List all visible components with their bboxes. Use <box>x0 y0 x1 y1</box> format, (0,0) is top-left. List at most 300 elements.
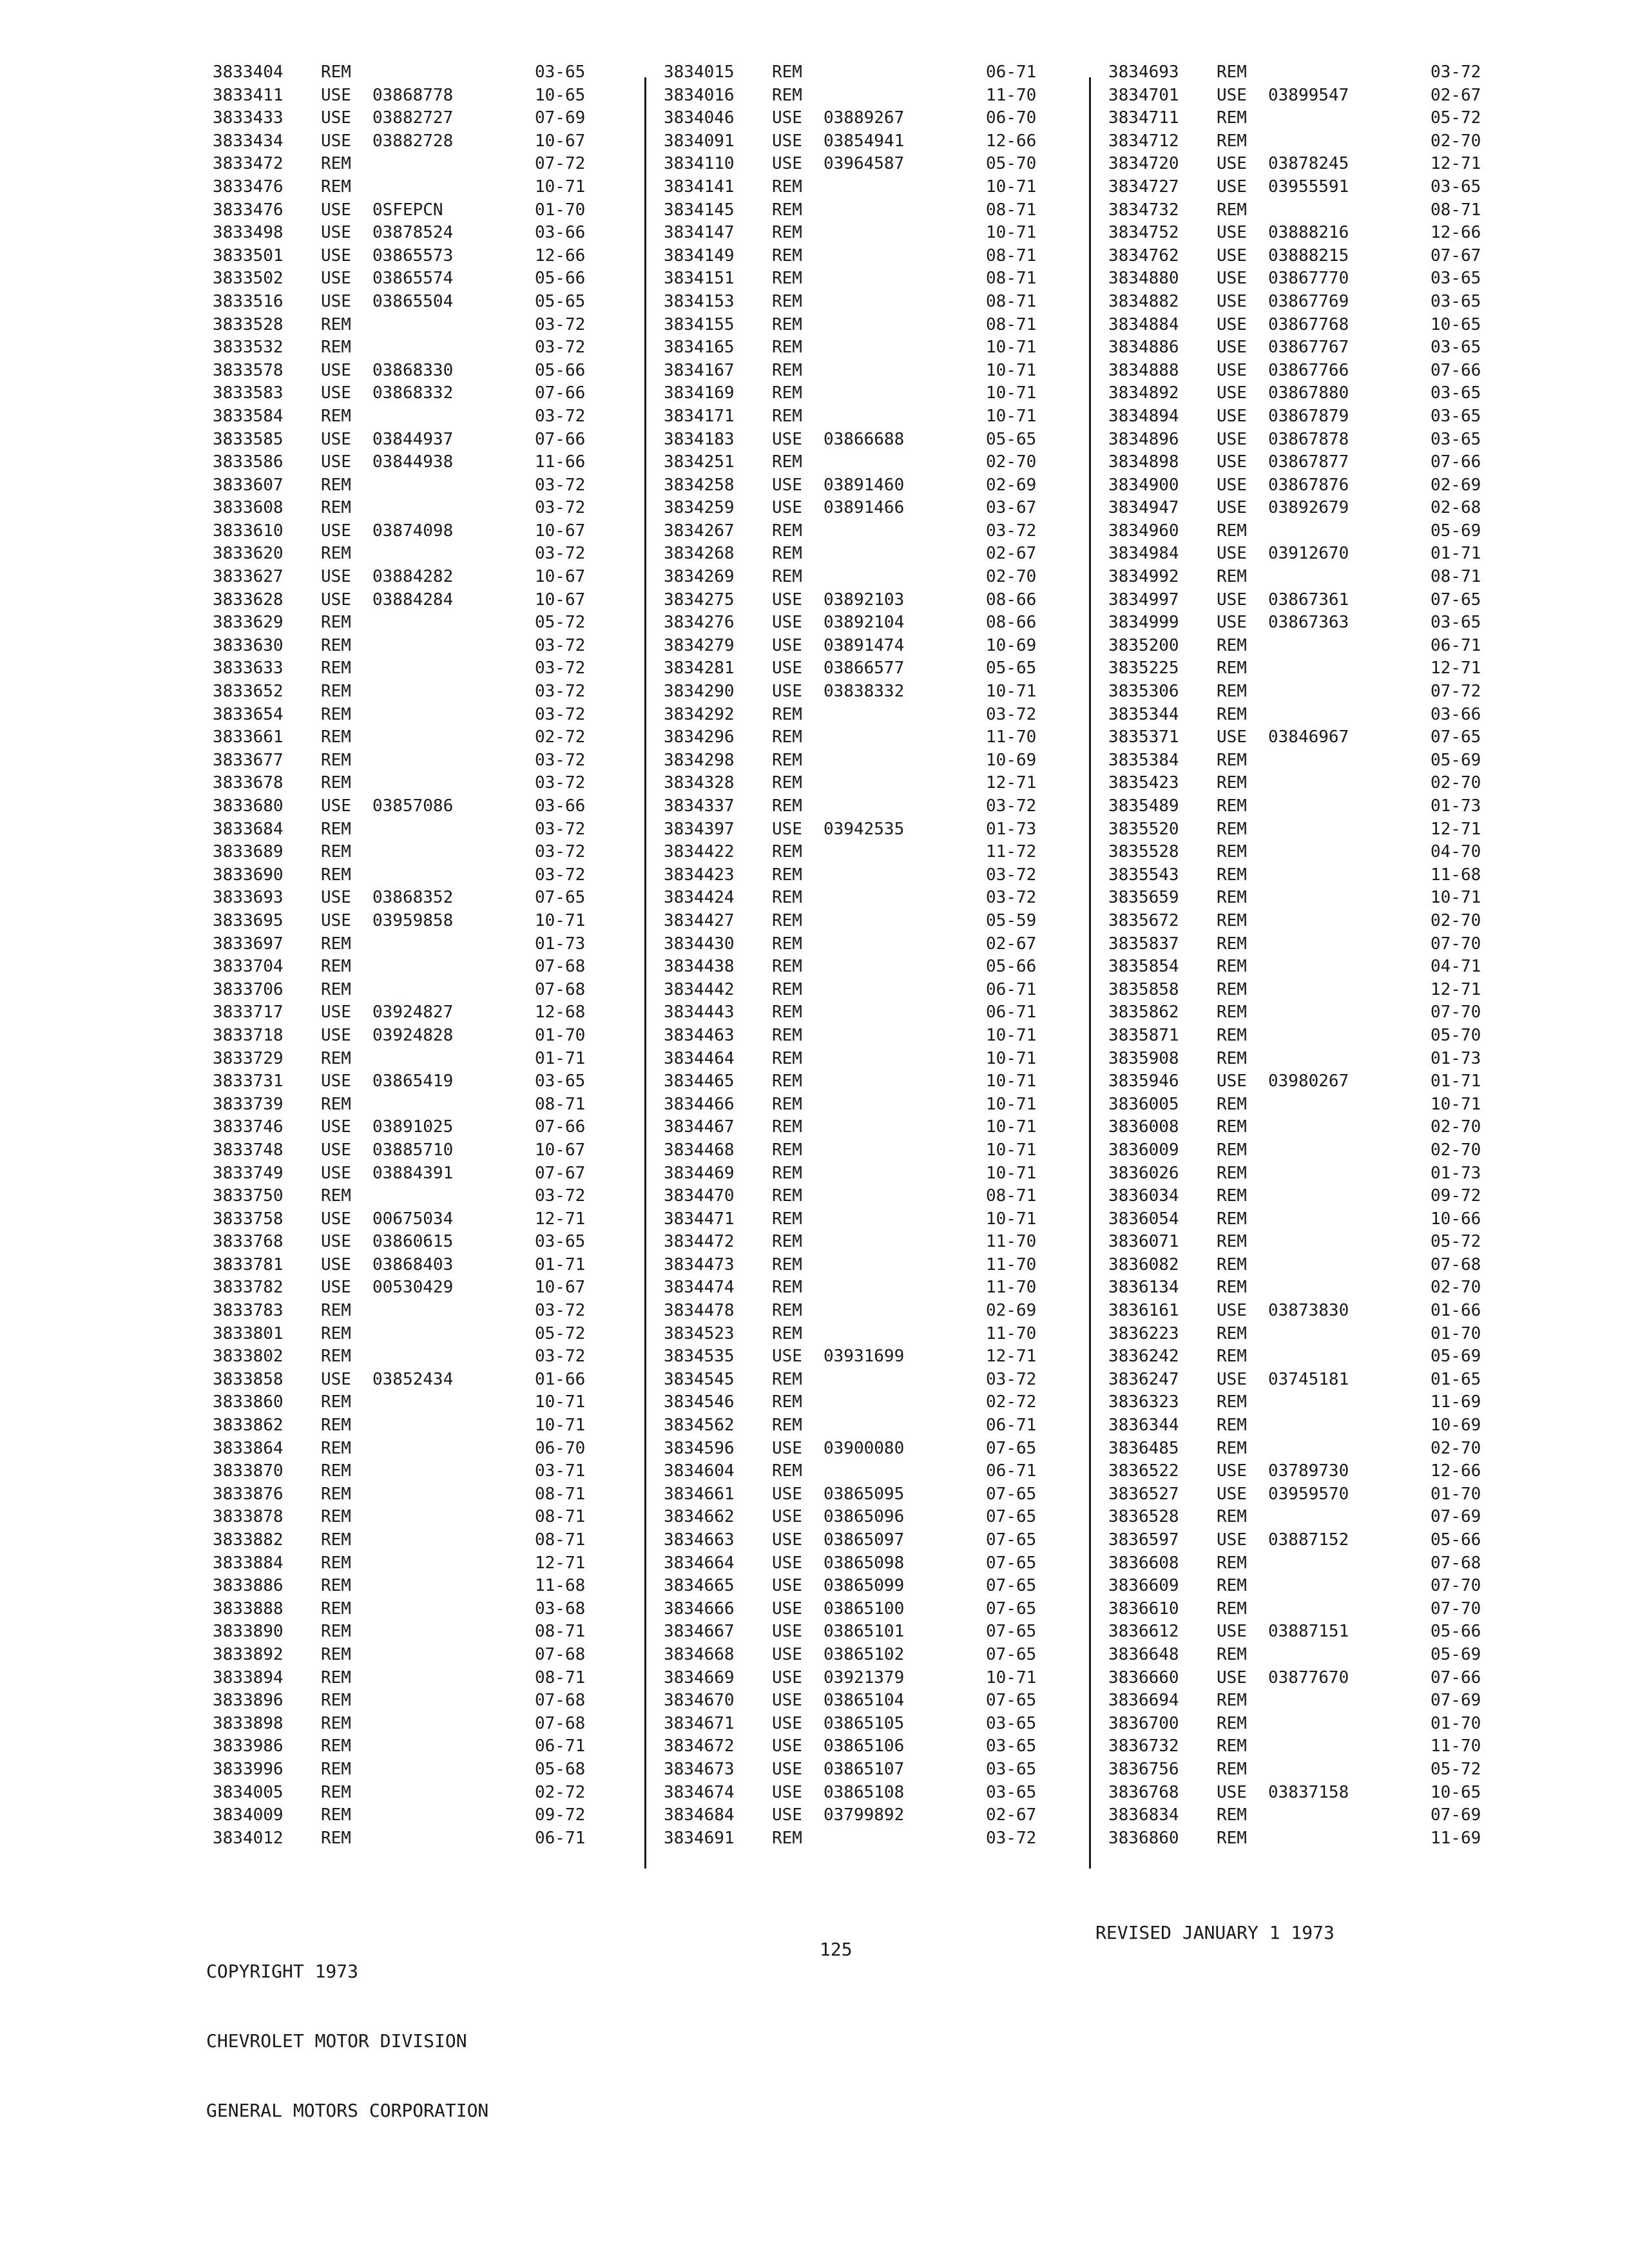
part-number: 3834562 <box>664 1416 735 1436</box>
entry-date: 11-68 <box>535 1576 586 1596</box>
part-number: 3835423 <box>1108 773 1179 793</box>
part-entry <box>664 1735 1063 1758</box>
action-code: REM <box>321 314 351 334</box>
entry-date: 10-71 <box>986 383 1037 403</box>
action-code: REM <box>1217 1644 1247 1664</box>
action-code: REM <box>772 1140 802 1160</box>
action-code: REM <box>321 1392 351 1412</box>
part-entry <box>664 1024 1063 1048</box>
entry-date: 07-68 <box>1431 1553 1481 1573</box>
part-number: 3834423 <box>664 865 735 885</box>
entry-date: 07-66 <box>1431 360 1481 380</box>
entry-date: 12-71 <box>1431 658 1481 678</box>
part-number: 3833629 <box>213 613 284 633</box>
entry-date: 03-66 <box>535 796 586 816</box>
replacement-number: 03867363 <box>1268 613 1349 633</box>
part-number: 3833801 <box>213 1323 284 1343</box>
entry-date: 10-67 <box>535 521 586 541</box>
action-code: USE <box>1217 1461 1247 1481</box>
part-entry <box>213 1024 612 1048</box>
action-code: REM <box>1217 750 1247 770</box>
action-code: USE <box>772 154 802 174</box>
part-entry <box>664 267 1063 291</box>
part-entry <box>213 956 612 979</box>
part-number: 3834720 <box>1108 154 1179 174</box>
part-number: 3833882 <box>213 1530 284 1550</box>
entry-date: 02-70 <box>1431 1438 1481 1458</box>
part-entry <box>664 1391 1063 1414</box>
action-code: REM <box>321 842 351 862</box>
action-code: USE <box>1217 1622 1247 1642</box>
part-number: 3834693 <box>1108 62 1179 82</box>
entry-date: 02-72 <box>535 1782 586 1802</box>
entry-date: 06-71 <box>986 979 1037 999</box>
part-entry <box>213 566 612 589</box>
entry-date: 03-72 <box>535 475 586 495</box>
entry-date: 07-66 <box>1431 1667 1481 1687</box>
part-number: 3835862 <box>1108 1003 1179 1023</box>
entry-date: 10-71 <box>986 1117 1037 1137</box>
part-entry <box>1108 1735 1508 1758</box>
part-entry <box>664 1758 1063 1782</box>
part-entry <box>664 910 1063 933</box>
action-code: REM <box>1217 1209 1247 1229</box>
part-number: 3833695 <box>213 910 284 930</box>
entry-date: 07-66 <box>535 1117 586 1137</box>
action-code: REM <box>321 727 351 747</box>
part-number: 3836161 <box>1108 1301 1179 1321</box>
entry-date: 03-72 <box>986 865 1037 885</box>
entry-date: 03-72 <box>535 865 586 885</box>
action-code: USE <box>321 1209 351 1229</box>
part-number: 3833684 <box>213 819 284 839</box>
part-number: 3836242 <box>1108 1347 1179 1367</box>
part-entry <box>1108 680 1508 704</box>
part-number: 3836485 <box>1108 1438 1179 1458</box>
part-entry <box>664 1116 1063 1139</box>
entry-date: 03-72 <box>535 1186 586 1206</box>
action-code: REM <box>321 658 351 678</box>
action-code: REM <box>772 750 802 770</box>
part-entry <box>213 474 612 497</box>
action-code: REM <box>772 1301 802 1321</box>
action-code: REM <box>321 750 351 770</box>
entry-date: 07-70 <box>1431 934 1481 954</box>
part-entry <box>213 1231 612 1254</box>
entry-date: 02-68 <box>1431 498 1481 518</box>
replacement-number: 03865107 <box>824 1759 905 1779</box>
part-number: 3834141 <box>664 177 735 197</box>
part-entry <box>664 1070 1063 1093</box>
action-code: REM <box>1217 131 1247 151</box>
action-code: USE <box>772 1622 802 1642</box>
part-entry <box>664 1644 1063 1667</box>
action-code: REM <box>1217 1507 1247 1527</box>
entry-date: 10-71 <box>1431 888 1481 908</box>
part-number: 3835908 <box>1108 1048 1179 1068</box>
entry-date: 03-66 <box>1431 704 1481 724</box>
part-entry <box>1108 474 1508 497</box>
part-number: 3836247 <box>1108 1369 1179 1389</box>
part-entry <box>1108 1414 1508 1437</box>
action-code: REM <box>1217 1828 1247 1848</box>
action-code: REM <box>772 383 802 403</box>
action-code: REM <box>1217 1163 1247 1183</box>
entry-date: 07-65 <box>986 1576 1037 1596</box>
entry-date: 03-72 <box>986 888 1037 908</box>
entry-date: 03-65 <box>986 1759 1037 1779</box>
part-entry <box>1108 222 1508 245</box>
action-code: USE <box>321 269 351 289</box>
part-number: 3834669 <box>664 1667 735 1687</box>
part-number: 3833758 <box>213 1209 284 1229</box>
action-code: REM <box>321 475 351 495</box>
part-entry <box>664 887 1063 910</box>
part-number: 3833627 <box>213 567 284 587</box>
entry-date: 03-71 <box>535 1461 586 1481</box>
part-entry <box>664 1001 1063 1024</box>
entry-date: 08-71 <box>986 245 1037 265</box>
replacement-number: 03888216 <box>1268 223 1349 243</box>
part-number: 3834997 <box>1108 590 1179 610</box>
part-number: 3834296 <box>664 727 735 747</box>
action-code: REM <box>1217 819 1247 839</box>
action-code: USE <box>772 1691 802 1711</box>
part-entry <box>213 1093 612 1117</box>
part-entry <box>213 291 612 314</box>
part-number: 3833693 <box>213 888 284 908</box>
action-code: REM <box>321 1667 351 1687</box>
part-entry <box>213 107 612 130</box>
entry-date: 06-71 <box>986 62 1037 82</box>
action-code: REM <box>321 1622 351 1642</box>
entry-date: 02-70 <box>986 567 1037 587</box>
replacement-number: 03873830 <box>1268 1301 1349 1321</box>
part-entry <box>664 1300 1063 1323</box>
entry-date: 07-69 <box>1431 1691 1481 1711</box>
action-code: REM <box>1217 1232 1247 1252</box>
part-entry <box>1108 1598 1508 1621</box>
part-number: 3833680 <box>213 796 284 816</box>
part-number: 3834268 <box>664 544 735 564</box>
part-entry <box>213 360 612 383</box>
part-number: 3833633 <box>213 658 284 678</box>
entry-date: 03-72 <box>535 338 586 358</box>
entry-date: 02-70 <box>986 452 1037 472</box>
part-number: 3833411 <box>213 85 284 105</box>
action-code: REM <box>772 1117 802 1137</box>
revision-date: REVISED JANUARY 1 1973 <box>1095 1922 1335 1943</box>
part-number: 3836648 <box>1108 1644 1179 1664</box>
part-number: 3834438 <box>664 957 735 977</box>
entry-date: 05-66 <box>535 269 586 289</box>
action-code: REM <box>321 773 351 793</box>
entry-date: 07-70 <box>1431 1003 1481 1023</box>
action-code: REM <box>1217 1186 1247 1206</box>
action-code: USE <box>1217 360 1247 380</box>
entry-date: 03-72 <box>535 1301 586 1321</box>
part-number: 3833608 <box>213 498 284 518</box>
action-code: USE <box>772 658 802 678</box>
part-entry <box>1108 336 1508 360</box>
part-number: 3833781 <box>213 1254 284 1274</box>
entry-date: 08-66 <box>986 590 1037 610</box>
part-entry <box>213 1598 612 1621</box>
part-entry <box>1108 1300 1508 1323</box>
entry-date: 10-71 <box>535 177 586 197</box>
entry-date: 10-71 <box>986 1209 1037 1229</box>
part-number: 3834467 <box>664 1117 735 1137</box>
entry-date: 01-71 <box>1431 544 1481 564</box>
part-entry <box>664 795 1063 818</box>
replacement-number: 03931699 <box>824 1347 905 1367</box>
part-entry <box>1108 245 1508 268</box>
entry-date: 02-67 <box>986 1805 1037 1825</box>
action-code: REM <box>772 1094 802 1114</box>
entry-date: 07-65 <box>986 1438 1037 1458</box>
action-code: USE <box>772 590 802 610</box>
part-entry <box>1108 497 1508 520</box>
part-entry <box>664 749 1063 773</box>
part-entry <box>664 1048 1063 1071</box>
entry-date: 05-65 <box>986 658 1037 678</box>
part-number: 3834604 <box>664 1461 735 1481</box>
part-entry <box>1108 772 1508 795</box>
part-entry <box>664 726 1063 749</box>
action-code: REM <box>321 1805 351 1825</box>
action-code: USE <box>321 360 351 380</box>
part-entry <box>664 153 1063 176</box>
action-code: USE <box>1217 727 1247 747</box>
part-entry <box>213 704 612 727</box>
part-number: 3834276 <box>664 613 735 633</box>
replacement-number: 03865100 <box>824 1599 905 1619</box>
part-entry <box>664 291 1063 314</box>
action-code: USE <box>321 590 351 610</box>
entry-date: 02-67 <box>986 934 1037 954</box>
part-entry <box>664 1529 1063 1552</box>
part-number: 3833864 <box>213 1438 284 1458</box>
entry-date: 05-70 <box>1431 1025 1481 1045</box>
part-entry <box>664 933 1063 956</box>
entry-date: 10-71 <box>1431 1094 1481 1114</box>
entry-date: 02-72 <box>535 727 586 747</box>
action-code: REM <box>321 1576 351 1596</box>
part-number: 3834880 <box>1108 269 1179 289</box>
entry-date: 03-72 <box>535 773 586 793</box>
part-number: 3834672 <box>664 1736 735 1756</box>
entry-date: 05-72 <box>535 613 586 633</box>
part-number: 3834466 <box>664 1094 735 1114</box>
replacement-number: 03838332 <box>824 682 905 702</box>
action-code: REM <box>321 1828 351 1848</box>
part-number: 3834545 <box>664 1369 735 1389</box>
part-entry <box>213 933 612 956</box>
part-number: 3833878 <box>213 1507 284 1527</box>
part-number: 3834012 <box>213 1828 284 1848</box>
part-entry <box>664 1093 1063 1117</box>
action-code: REM <box>1217 842 1247 862</box>
entry-date: 02-69 <box>1431 475 1481 495</box>
replacement-number: 03867766 <box>1268 360 1349 380</box>
action-code: USE <box>321 796 351 816</box>
action-code: REM <box>1217 1736 1247 1756</box>
part-entry <box>664 84 1063 108</box>
action-code: REM <box>772 1323 802 1343</box>
action-code: REM <box>772 727 802 747</box>
action-code: USE <box>1217 383 1247 403</box>
entry-date: 03-72 <box>535 682 586 702</box>
entry-date: 07-69 <box>1431 1507 1481 1527</box>
part-entry <box>664 1139 1063 1162</box>
part-entry <box>1108 428 1508 452</box>
replacement-number: 03964587 <box>824 154 905 174</box>
action-code: USE <box>1217 429 1247 449</box>
part-entry <box>213 1437 612 1461</box>
part-number: 3834896 <box>1108 429 1179 449</box>
part-number: 3836009 <box>1108 1140 1179 1160</box>
entry-date: 01-65 <box>1431 1369 1481 1389</box>
entry-date: 05-68 <box>535 1759 586 1779</box>
entry-date: 12-71 <box>986 1347 1037 1367</box>
part-entry <box>1108 1529 1508 1552</box>
part-entry <box>1108 910 1508 933</box>
entry-date: 07-68 <box>535 957 586 977</box>
entry-date: 03-72 <box>535 819 586 839</box>
entry-date: 12-66 <box>986 131 1037 151</box>
part-number: 3833876 <box>213 1484 284 1504</box>
entry-date: 07-65 <box>1431 727 1481 747</box>
action-code: REM <box>321 1416 351 1436</box>
part-entry <box>1108 864 1508 887</box>
action-code: USE <box>321 521 351 541</box>
part-entry <box>213 680 612 704</box>
entry-date: 01-70 <box>535 200 586 220</box>
part-entry <box>1108 1437 1508 1461</box>
action-code: REM <box>1217 108 1247 128</box>
part-entry <box>664 1276 1063 1300</box>
part-number: 3834269 <box>664 567 735 587</box>
part-entry <box>1108 1231 1508 1254</box>
part-entry <box>1108 1185 1508 1208</box>
part-entry <box>664 451 1063 474</box>
action-code: REM <box>1217 200 1247 220</box>
part-entry <box>1108 841 1508 864</box>
part-entry <box>664 1575 1063 1598</box>
part-entry <box>664 657 1063 680</box>
part-number: 3833630 <box>213 635 284 655</box>
part-entry <box>213 1735 612 1758</box>
entry-date: 03-72 <box>535 406 586 426</box>
action-code: REM <box>321 1461 351 1481</box>
action-code: USE <box>1217 1484 1247 1504</box>
part-number: 3833898 <box>213 1713 284 1733</box>
action-code: REM <box>321 1713 351 1733</box>
part-number: 3834258 <box>664 475 735 495</box>
part-number: 3835200 <box>1108 635 1179 655</box>
entry-date: 10-71 <box>986 1072 1037 1091</box>
part-number: 3833661 <box>213 727 284 747</box>
action-code: USE <box>321 85 351 105</box>
entry-date: 08-71 <box>535 1484 586 1504</box>
part-entry <box>1108 956 1508 979</box>
entry-date: 03-72 <box>986 521 1037 541</box>
part-number: 3835306 <box>1108 682 1179 702</box>
part-number: 3833578 <box>213 360 284 380</box>
replacement-number: 03860615 <box>372 1232 454 1252</box>
part-number: 3835543 <box>1108 865 1179 885</box>
replacement-number: 03877670 <box>1268 1667 1349 1687</box>
part-entry <box>213 84 612 108</box>
part-entry <box>213 1620 612 1644</box>
entry-date: 08-71 <box>535 1622 586 1642</box>
action-code: USE <box>1217 314 1247 334</box>
entry-date: 10-71 <box>986 338 1037 358</box>
action-code: REM <box>321 1553 351 1573</box>
part-entry <box>1108 314 1508 337</box>
entry-date: 03-65 <box>1431 429 1481 449</box>
part-number: 3834465 <box>664 1072 735 1091</box>
part-entry <box>213 428 612 452</box>
part-number: 3836860 <box>1108 1828 1179 1848</box>
part-entry <box>664 1231 1063 1254</box>
replacement-number: 03868330 <box>372 360 454 380</box>
part-entry <box>664 245 1063 268</box>
action-code: REM <box>772 314 802 334</box>
entry-date: 05-66 <box>1431 1530 1481 1550</box>
part-entry <box>213 1070 612 1093</box>
entry-date: 03-72 <box>986 704 1037 724</box>
part-entry <box>664 1185 1063 1208</box>
action-code: USE <box>772 1530 802 1550</box>
part-entry <box>664 107 1063 130</box>
action-code: REM <box>1217 1416 1247 1436</box>
entry-date: 06-71 <box>535 1828 586 1848</box>
entry-date: 10-71 <box>986 1025 1037 1045</box>
entry-date: 08-71 <box>986 1186 1037 1206</box>
part-entry <box>1108 1139 1508 1162</box>
action-code: USE <box>772 1667 802 1687</box>
action-code: REM <box>321 819 351 839</box>
entry-date: 01-73 <box>1431 1163 1481 1183</box>
part-entry <box>664 1782 1063 1805</box>
action-code: REM <box>1217 888 1247 908</box>
part-number: 3835659 <box>1108 888 1179 908</box>
part-number: 3834110 <box>664 154 735 174</box>
part-entry <box>213 1276 612 1300</box>
entry-date: 03-72 <box>535 750 586 770</box>
part-entry <box>1108 704 1508 727</box>
part-entry <box>213 1254 612 1277</box>
entry-date: 12-71 <box>1431 979 1481 999</box>
part-number: 3836768 <box>1108 1782 1179 1802</box>
action-code: REM <box>321 1438 351 1458</box>
entry-date: 03-72 <box>986 1828 1037 1848</box>
part-number: 3836054 <box>1108 1209 1179 1229</box>
part-number: 3833501 <box>213 245 284 265</box>
action-code: USE <box>772 429 802 449</box>
part-entry <box>213 543 612 566</box>
replacement-number: 03882727 <box>372 108 454 128</box>
part-entry <box>1108 566 1508 589</box>
action-code: USE <box>321 223 351 243</box>
part-number: 3834151 <box>664 269 735 289</box>
entry-date: 05-72 <box>535 1323 586 1343</box>
part-entry <box>213 1713 612 1736</box>
action-code: REM <box>1217 1576 1247 1596</box>
replacement-number: 03846967 <box>1268 727 1349 747</box>
action-code: USE <box>1217 223 1247 243</box>
